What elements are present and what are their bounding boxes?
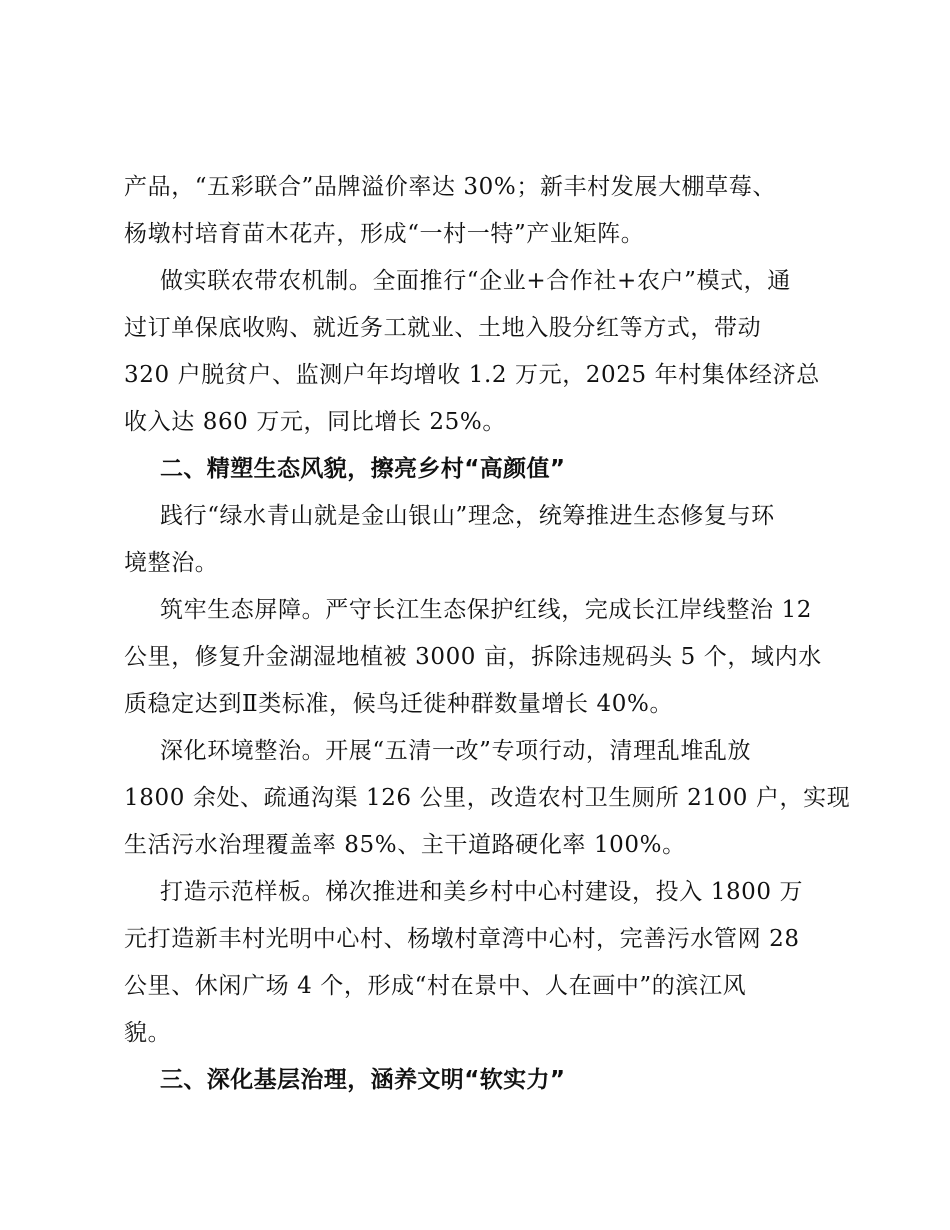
text-line: 收入达 860 万元，同比增长 25%。	[124, 409, 506, 435]
text-line: 杨墩村培育苗木花卉，形成“一村一特”产业矩阵。	[124, 221, 645, 247]
section-heading-3: 三、深化基层治理，涵养文明“软实力”	[160, 1067, 566, 1093]
paragraph-start: 筑牢生态屏障。严守长江生态保护红线，完成长江岸线整治 12	[160, 597, 812, 623]
text-line: 生活污水治理覆盖率 85%、主干道路硬化率 100%。	[124, 832, 686, 858]
text-line: 320 户脱贫户、监测户年均增收 1.2 万元，2025 年村集体经济总	[124, 362, 820, 388]
text-line: 元打造新丰村光明中心村、杨墩村章湾中心村，完善污水管网 28	[124, 926, 800, 952]
section-heading-2: 二、精塑生态风貌，擦亮乡村“高颜值”	[160, 456, 566, 482]
text-line: 公里、休闲广场 4 个，形成“村在景中、人在画中”的滨江风	[124, 973, 747, 999]
text-line: 貌。	[124, 1020, 172, 1046]
paragraph-start: 践行“绿水青山就是金山银山”理念，统筹推进生态修复与环	[160, 503, 775, 529]
text-line: 1800 余处、疏通沟渠 126 公里，改造农村卫生厕所 2100 户，实现	[124, 785, 851, 811]
text-line: 境整治。	[124, 550, 219, 576]
text-line: 公里，修复升金湖湿地植被 3000 亩，拆除违规码头 5 个，域内水	[124, 644, 822, 670]
text-line: 质稳定达到Ⅱ类标准，候鸟迁徙种群数量增长 40%。	[124, 691, 674, 717]
paragraph-start: 打造示范样板。梯次推进和美乡村中心村建设，投入 1800 万	[160, 879, 804, 905]
paragraph-start: 做实联农带农机制。全面推行“企业+合作社+农户”模式，通	[160, 268, 791, 294]
paragraph-start: 深化环境整治。开展“五清一改”专项行动，清理乱堆乱放	[160, 738, 752, 764]
text-line: 过订单保底收购、就近务工就业、土地入股分红等方式，带动	[124, 315, 762, 341]
text-line: 产品，“五彩联合”品牌溢价率达 30%；新丰村发展大棚草莓、	[124, 174, 776, 200]
